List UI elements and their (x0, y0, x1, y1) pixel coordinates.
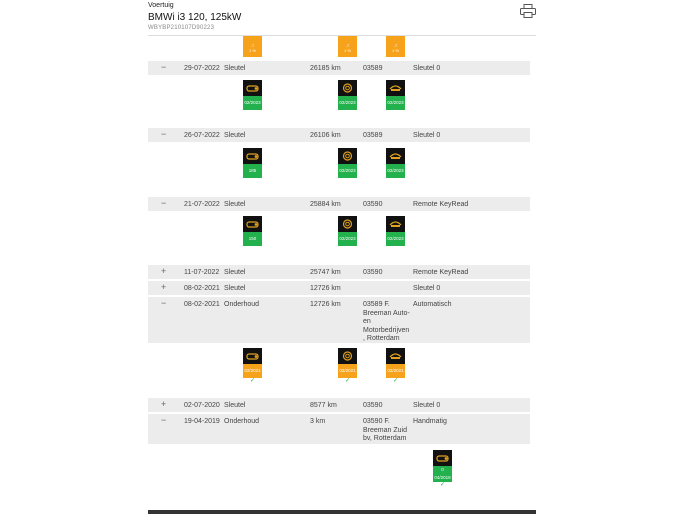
expand-toggle[interactable]: + (161, 282, 167, 292)
vehicle-vin: WBYBP210107D90223 (148, 25, 215, 31)
row-type: Onderhoud (224, 301, 260, 308)
row-date: 08-02-2021 (184, 285, 220, 292)
section-label: Voertuig (148, 2, 174, 9)
brake-rear-icon (389, 151, 402, 161)
brake-rear-icon (389, 351, 402, 361)
brake-front-tile: 02/2021 ✓ (338, 348, 357, 384)
row-km: 26106 km (310, 132, 341, 139)
history-row[interactable] (148, 281, 530, 295)
service-tile-partial: -7 1 % (243, 36, 262, 57)
row-info: Handmatig (413, 418, 447, 425)
brake-rear-tile: 02/2023 (386, 216, 405, 246)
brake-rear-icon (389, 83, 402, 93)
row-info: Sleutel 0 (413, 65, 441, 72)
check-icon: ✓ (439, 482, 446, 488)
row-code: 03590 (363, 269, 383, 276)
row-type: Sleutel (224, 132, 246, 139)
collapse-toggle[interactable]: − (161, 129, 167, 139)
history-row[interactable] (148, 61, 530, 75)
collapse-toggle[interactable]: − (161, 298, 167, 308)
oil-service-icon (246, 83, 259, 93)
row-code: 03590 (363, 201, 383, 208)
row-code: 03589 (363, 132, 383, 139)
check-icon: ✓ (392, 378, 399, 384)
row-info: Sleutel 0 (413, 132, 441, 139)
expand-toggle[interactable]: + (161, 266, 167, 276)
check-icon: ✓ (344, 378, 351, 384)
row-type: Sleutel (224, 65, 246, 72)
row-type: Sleutel (224, 269, 246, 276)
oil-service-icon (246, 351, 259, 361)
row-code: 03589 (363, 65, 383, 72)
row-type: Sleutel (224, 285, 246, 292)
row-code: 03589 F. Breeman Auto- en Motorbedrijven , Rotterdam (363, 301, 410, 342)
row-type: Sleutel (224, 201, 246, 208)
oil-service-icon (436, 453, 449, 463)
oil-service-tile: 02/2021 ✓ (243, 348, 262, 384)
collapse-toggle[interactable]: − (161, 198, 167, 208)
row-date: 11-07-2022 (184, 269, 220, 276)
row-date: 08-02-2021 (184, 301, 220, 308)
row-info: Sleutel 0 (413, 285, 441, 292)
row-km: 8577 km (310, 402, 337, 409)
service-tile-partial: -7 1 % (338, 36, 357, 57)
row-code: 03590 F. Breeman Zuid bv, Rotterdam (363, 418, 407, 442)
row-km: 3 km (310, 418, 326, 425)
brake-front-icon (341, 219, 354, 229)
row-info: Sleutel 0 (413, 402, 441, 409)
vehicle-history-page (148, 0, 536, 514)
row-info: Remote KeyRead (413, 201, 469, 208)
oil-service-icon (246, 151, 259, 161)
footer-bar (148, 510, 536, 514)
row-info: Remote KeyRead (413, 269, 469, 276)
oil-service-tile: 185 (243, 148, 262, 178)
row-km: 25884 km (310, 201, 341, 208)
oil-service-tile: 02/2023 (243, 80, 262, 110)
expand-toggle[interactable]: + (161, 399, 167, 409)
history-row[interactable] (148, 414, 530, 444)
row-km: 25747 km (310, 269, 341, 276)
brake-rear-tile: 02/2023 (386, 148, 405, 178)
history-row[interactable] (148, 265, 530, 279)
row-type: Onderhoud (224, 418, 260, 425)
row-type: Sleutel (224, 402, 246, 409)
row-km: 26185 km (310, 65, 341, 72)
oil-service-tile: 150 (243, 216, 262, 246)
row-code: 03590 (363, 402, 383, 409)
check-icon: ✓ (249, 378, 256, 384)
row-km: 12726 km (310, 285, 341, 292)
history-row[interactable] (148, 128, 530, 142)
history-row[interactable] (148, 398, 530, 412)
history-row[interactable] (148, 197, 530, 211)
brake-front-icon (341, 83, 354, 93)
brake-front-tile: 02/2023 (338, 216, 357, 246)
vehicle-title: BMWi i3 120, 125kW (148, 12, 242, 23)
brake-front-tile: 02/2023 (338, 148, 357, 178)
row-km: 12726 km (310, 301, 341, 308)
service-tile-partial: -7 1 % (386, 36, 405, 57)
oil-service-icon (246, 219, 259, 229)
row-date: 26-07-2022 (184, 132, 220, 139)
brake-front-icon (341, 351, 354, 361)
history-row[interactable] (148, 297, 530, 343)
collapse-toggle[interactable]: − (161, 415, 167, 425)
row-date: 29-07-2022 (184, 65, 220, 72)
collapse-toggle[interactable]: − (161, 62, 167, 72)
row-date: 02-07-2020 (184, 402, 220, 409)
brake-front-icon (341, 151, 354, 161)
row-date: 21-07-2022 (184, 201, 220, 208)
brake-rear-tile: 02/2023 (386, 80, 405, 110)
row-info: Automatisch (413, 301, 452, 308)
brake-rear-tile: 02/2021 ✓ (386, 348, 405, 384)
brake-front-tile: 02/2023 (338, 80, 357, 110)
printer-icon[interactable] (520, 4, 536, 18)
row-date: 19-04-2019 (184, 418, 220, 425)
brake-rear-icon (389, 219, 402, 229)
oil-service-tile: 0 04/2019 ✓ (433, 450, 452, 488)
